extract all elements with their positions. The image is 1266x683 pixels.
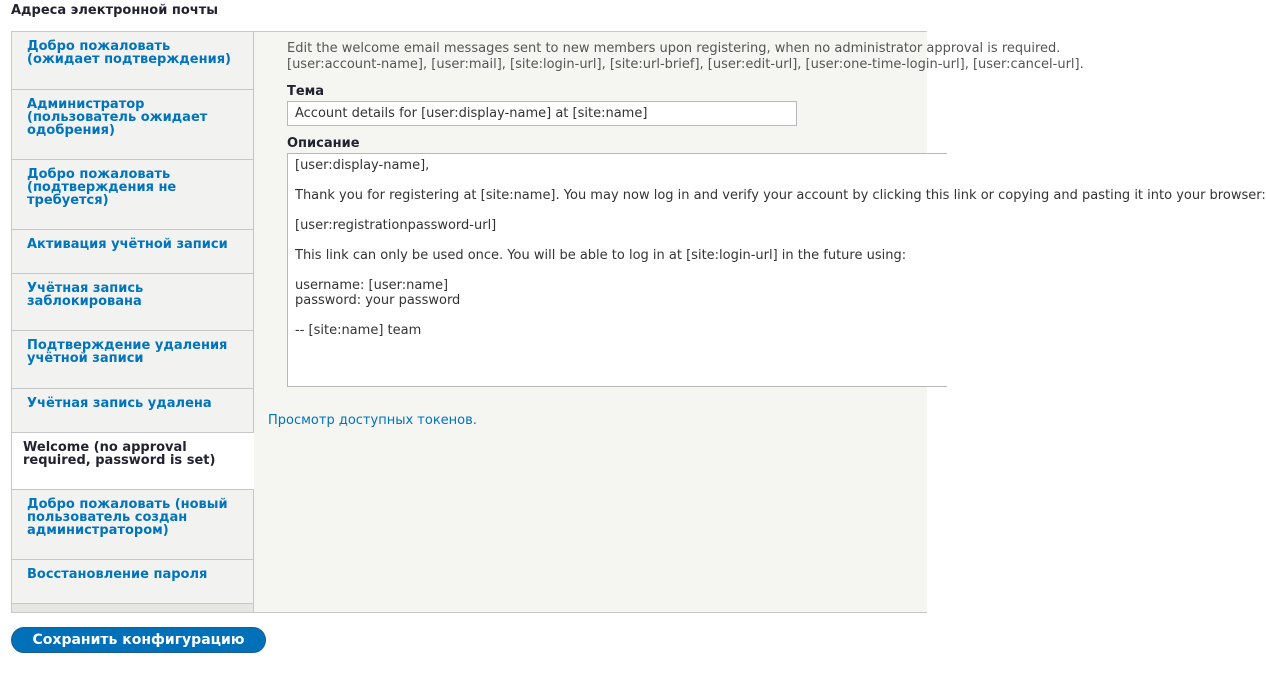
save-configuration-button[interactable]: Сохранить конфигурацию (11, 627, 266, 653)
tab-account-canceled[interactable]: Учётная запись удалена (12, 389, 253, 433)
tab-pane (254, 32, 1266, 612)
tab-welcome-no-approval[interactable]: Добро пожаловать (подтверждения не требуется) (12, 160, 253, 230)
body-line: -- [site:name] team (295, 323, 422, 338)
tab-admin-awaiting-approval[interactable]: Администратор (пользователь ожидает одобрения) (12, 90, 253, 160)
subject-input[interactable] (287, 101, 797, 126)
body-line: Thank you for registering at [site:name]. You may now log in and verify your account by clicking this link or copying and pasting it into your browser: (295, 188, 1266, 203)
vertical-tabs-menu (12, 32, 254, 612)
vertical-tabs (11, 31, 1266, 613)
description-tokens-line: [user:account-name], [user:mail], [site:login-url], [site:url-brief], [user:edit-url], [user:one-time-login-url], [user:cancel-url]. (287, 57, 1084, 72)
description-line: Edit the welcome email messages sent to new members upon registering, when no administrator approval is required. (287, 41, 1061, 56)
tab-cancel-confirmation[interactable]: Подтверждение удаления учётной записи (12, 331, 253, 389)
body-label: Описание (287, 136, 360, 151)
tab-welcome-awaiting-approval[interactable]: Добро пожаловать (ожидает подтверждения) (12, 32, 253, 90)
browse-tokens-link[interactable]: Просмотр доступных токенов. (268, 413, 477, 428)
tab-account-blocked[interactable]: Учётная запись заблокирована (12, 274, 253, 331)
subject-label: Тема (287, 84, 325, 99)
body-line: [user:registrationpassword-url] (295, 218, 497, 233)
tab-password-recovery[interactable]: Восстановление пароля (12, 560, 253, 604)
tab-welcome-admin-created[interactable]: Добро пожаловать (новый пользователь создан администратором) (12, 490, 253, 560)
section-title: Адреса электронной почты (11, 3, 218, 18)
tab-account-activation[interactable]: Активация учётной записи (12, 230, 253, 274)
tab-welcome-password-set[interactable]: Welcome (no approval required, password is set) (12, 432, 254, 490)
body-line: [user:display-name], (295, 158, 430, 173)
body-line: username: [user:name] (295, 278, 449, 293)
body-line: This link can only be used once. You will be able to log in at [site:login-url] in the future using: (295, 248, 907, 263)
body-line: password: your password (295, 293, 461, 308)
body-textarea[interactable] (287, 153, 1266, 387)
pane-description (287, 41, 1084, 73)
